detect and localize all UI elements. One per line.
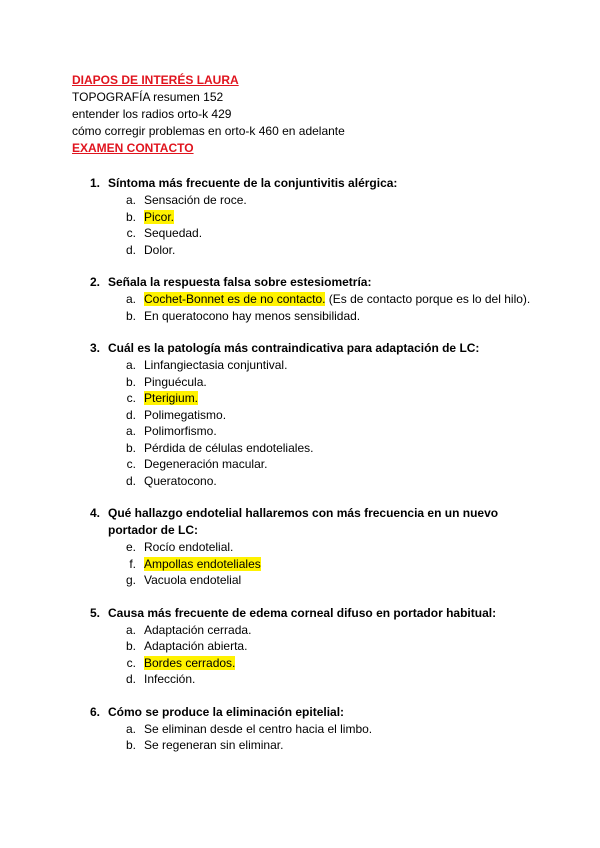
answer-option — [72, 192, 542, 209]
answer-option — [72, 539, 542, 556]
option-body — [144, 456, 542, 473]
option-letter: b. — [125, 639, 136, 653]
option-body — [144, 291, 542, 308]
question-2 — [72, 274, 542, 324]
option-text: Se regeneran sin eliminar. — [144, 738, 284, 752]
answer-option — [72, 357, 542, 374]
answer-option — [72, 737, 542, 754]
question-list — [72, 175, 542, 754]
option-text: Dolor. — [144, 242, 176, 257]
answer-option — [72, 456, 542, 473]
option-text: Adaptación cerrada. — [144, 622, 252, 637]
option-letter: f. — [129, 556, 136, 571]
option-body — [144, 556, 542, 573]
option-body — [144, 671, 542, 688]
option-body — [144, 374, 542, 391]
answer-option-highlighted — [72, 655, 542, 672]
option-text: Degeneración macular. — [144, 457, 268, 471]
question-number: 6. — [89, 704, 100, 719]
question-heading — [72, 340, 542, 357]
option-body — [144, 473, 542, 490]
option-text: Pérdida de células endoteliales. — [144, 440, 314, 455]
option-letter: a. — [125, 622, 136, 637]
question-text: Señala la respuesta falsa sobre estesiometría: — [108, 275, 372, 289]
answer-option — [72, 423, 542, 440]
option-text: Cochet-Bonnet es de no contacto. — [144, 292, 326, 306]
answer-option — [72, 440, 542, 457]
option-text: Sequedad. — [144, 226, 203, 240]
question-heading — [72, 605, 542, 622]
answer-option-highlighted — [72, 291, 542, 308]
option-body — [144, 192, 542, 209]
option-letter: b. — [125, 308, 136, 323]
question-6 — [72, 704, 542, 754]
option-body — [144, 638, 542, 655]
question-number: 4. — [89, 506, 100, 520]
option-body — [144, 622, 542, 639]
answer-option — [72, 225, 542, 242]
option-body — [144, 721, 542, 738]
answer-option — [72, 622, 542, 639]
option-body — [144, 390, 542, 407]
option-letter: b. — [125, 440, 136, 455]
question-5 — [72, 605, 542, 688]
option-text: Se eliminan desde el centro hacia el limbo. — [144, 721, 373, 736]
option-letter: d. — [125, 672, 136, 686]
answer-option — [72, 308, 542, 325]
answer-option-highlighted — [72, 390, 542, 407]
option-letter: c. — [126, 226, 136, 240]
option-body — [144, 407, 542, 424]
answer-option — [72, 473, 542, 490]
question-heading — [72, 704, 542, 721]
question-number: 5. — [89, 605, 100, 620]
option-letter: a. — [125, 358, 136, 372]
option-text: Polimorfismo. — [144, 424, 217, 438]
question-text: Síntoma más frecuente de la conjuntivitis alérgica: — [108, 176, 398, 190]
note-line: TOPOGRAFÍA resumen 152 — [72, 90, 224, 104]
document-page — [72, 72, 542, 770]
answer-option — [72, 721, 542, 738]
option-text: Pterigium. — [144, 391, 199, 405]
option-body — [144, 357, 542, 374]
question-number: 2. — [89, 275, 100, 289]
question-4 — [72, 505, 542, 589]
option-text: Pinguécula. — [144, 374, 207, 389]
option-letter: c. — [126, 457, 136, 471]
option-body — [144, 242, 542, 259]
option-letter: b. — [125, 209, 136, 224]
answer-option — [72, 242, 542, 259]
option-text: Ampollas endoteliales — [144, 556, 261, 571]
question-text: Cuál es la patología más contraindicativa para adaptación de LC: — [108, 341, 480, 355]
answer-option — [72, 671, 542, 688]
question-3 — [72, 340, 542, 489]
option-letter: g. — [125, 573, 136, 587]
option-body — [144, 423, 542, 440]
option-body — [144, 440, 542, 457]
option-text: Adaptación abierta. — [144, 639, 248, 653]
question-text: Cómo se produce la eliminación epitelial: — [108, 704, 345, 719]
note-line: cómo corregir problemas en orto-k 460 en adelante — [72, 124, 345, 138]
section-heading: EXAMEN CONTACTO — [72, 141, 194, 155]
option-body — [144, 308, 542, 325]
document-title: DIAPOS DE INTERÉS LAURA — [72, 73, 239, 87]
option-text: Infección. — [144, 672, 196, 686]
note-line: entender los radios orto-k 429 — [72, 107, 232, 121]
option-letter: c. — [126, 391, 136, 405]
option-text: Queratocono. — [144, 473, 217, 488]
option-letter: b. — [125, 738, 136, 752]
option-body — [144, 539, 542, 556]
option-text: Bordes cerrados. — [144, 655, 236, 670]
option-letter: c. — [126, 655, 136, 670]
question-heading — [72, 274, 542, 291]
option-body — [144, 572, 542, 589]
option-letter: a. — [125, 424, 136, 438]
question-1 — [72, 175, 542, 258]
option-text: Picor. — [144, 209, 175, 224]
answer-option-highlighted — [72, 209, 542, 226]
option-text: Polimegatismo. — [144, 407, 227, 422]
option-text: En queratocono hay menos sensibilidad. — [144, 308, 361, 323]
question-text: Qué hallazgo endotelial hallaremos con más frecuencia en un nuevo portador de LC: — [108, 506, 499, 537]
option-body — [144, 209, 542, 226]
question-heading — [72, 505, 542, 539]
option-text: Linfangiectasia conjuntival. — [144, 358, 288, 372]
option-letter: d. — [125, 473, 136, 488]
question-number: 1. — [89, 176, 100, 190]
option-note: (Es de contacto porque es lo del hilo). — [325, 292, 531, 306]
option-letter: a. — [125, 721, 136, 736]
option-letter: d. — [125, 242, 136, 257]
option-letter: a. — [125, 292, 136, 306]
option-body — [144, 225, 542, 242]
option-letter: d. — [125, 407, 136, 422]
option-text: Sensación de roce. — [144, 193, 247, 207]
answer-option-highlighted — [72, 556, 542, 573]
option-body — [144, 655, 542, 672]
option-text: Vacuola endotelial — [144, 573, 242, 587]
option-letter: b. — [125, 374, 136, 389]
answer-option — [72, 572, 542, 589]
question-heading — [72, 175, 542, 192]
option-letter: e. — [125, 540, 136, 554]
option-body — [144, 737, 542, 754]
option-text: Rocío endotelial. — [144, 540, 234, 554]
answer-option — [72, 374, 542, 391]
option-letter: a. — [125, 193, 136, 207]
answer-option — [72, 638, 542, 655]
question-number: 3. — [89, 341, 100, 355]
answer-option — [72, 407, 542, 424]
question-text: Causa más frecuente de edema corneal difuso en portador habitual: — [108, 605, 497, 620]
